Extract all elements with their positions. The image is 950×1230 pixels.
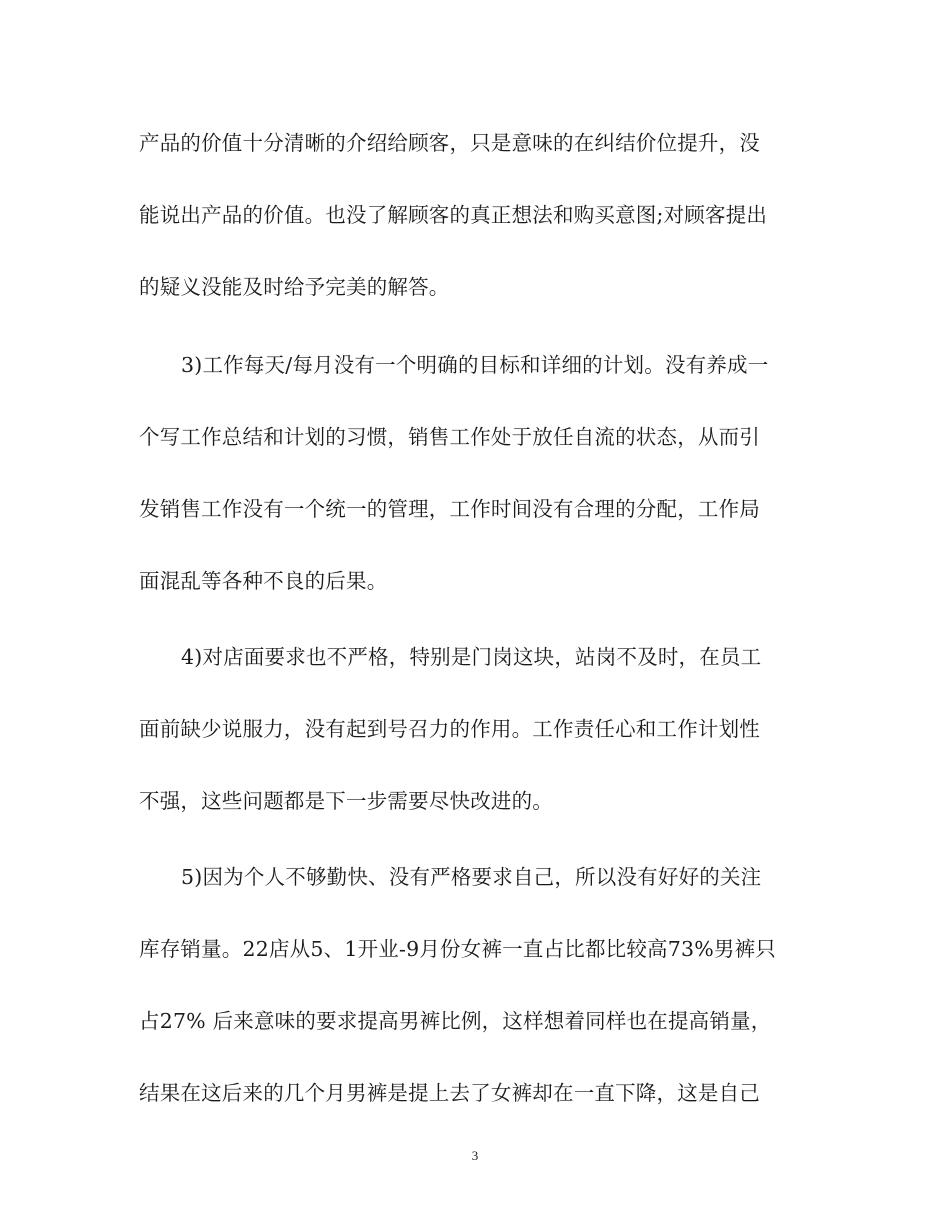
paragraph-4-first-line: 4)对店面要求也不严格，特别是门岗这块，站岗不及时，在员工: [181, 645, 762, 669]
body-text-line: 不强，这些问题都是下一步需要尽快改进的。: [139, 789, 553, 813]
body-text-line: 发销售工作没有一个统一的管理，工作时间没有合理的分配，工作局: [139, 497, 760, 521]
body-text-line: 的疑义没能及时给予完美的解答。: [139, 275, 450, 299]
body-text-line: 库存销量。22店从5、1开业-9月份女裤一直占比都比较高73%男裤只: [139, 937, 777, 961]
body-text-line: 占27% 后来意味的要求提高男裤比例，这样想着同样也在提高销量，: [139, 1009, 772, 1033]
body-text-line: 结果在这后来的几个月男裤是提上去了女裤却在一直下降，这是自己: [139, 1081, 760, 1105]
body-text-line: 能说出产品的价值。也没了解顾客的真正想法和购买意图;对顾客提出: [139, 203, 768, 227]
paragraph-5-first-line: 5)因为个人不够勤快、没有严格要求自己，所以没有好好的关注: [181, 865, 762, 889]
body-text-line: 面混乱等各种不良的后果。: [139, 569, 388, 593]
body-text-line: 面前缺少说服力，没有起到号召力的作用。工作责任心和工作计划性: [139, 717, 760, 741]
paragraph-3-first-line: 3)工作每天/每月没有一个明确的目标和详细的计划。没有养成一: [181, 353, 769, 377]
body-text-line: 产品的价值十分清晰的介绍给顾客，只是意味的在纠结价位提升，没: [139, 131, 760, 155]
page-number: 3: [471, 1148, 479, 1163]
body-text-line: 个写工作总结和计划的习惯，销售工作处于放任自流的状态，从而引: [139, 425, 760, 449]
